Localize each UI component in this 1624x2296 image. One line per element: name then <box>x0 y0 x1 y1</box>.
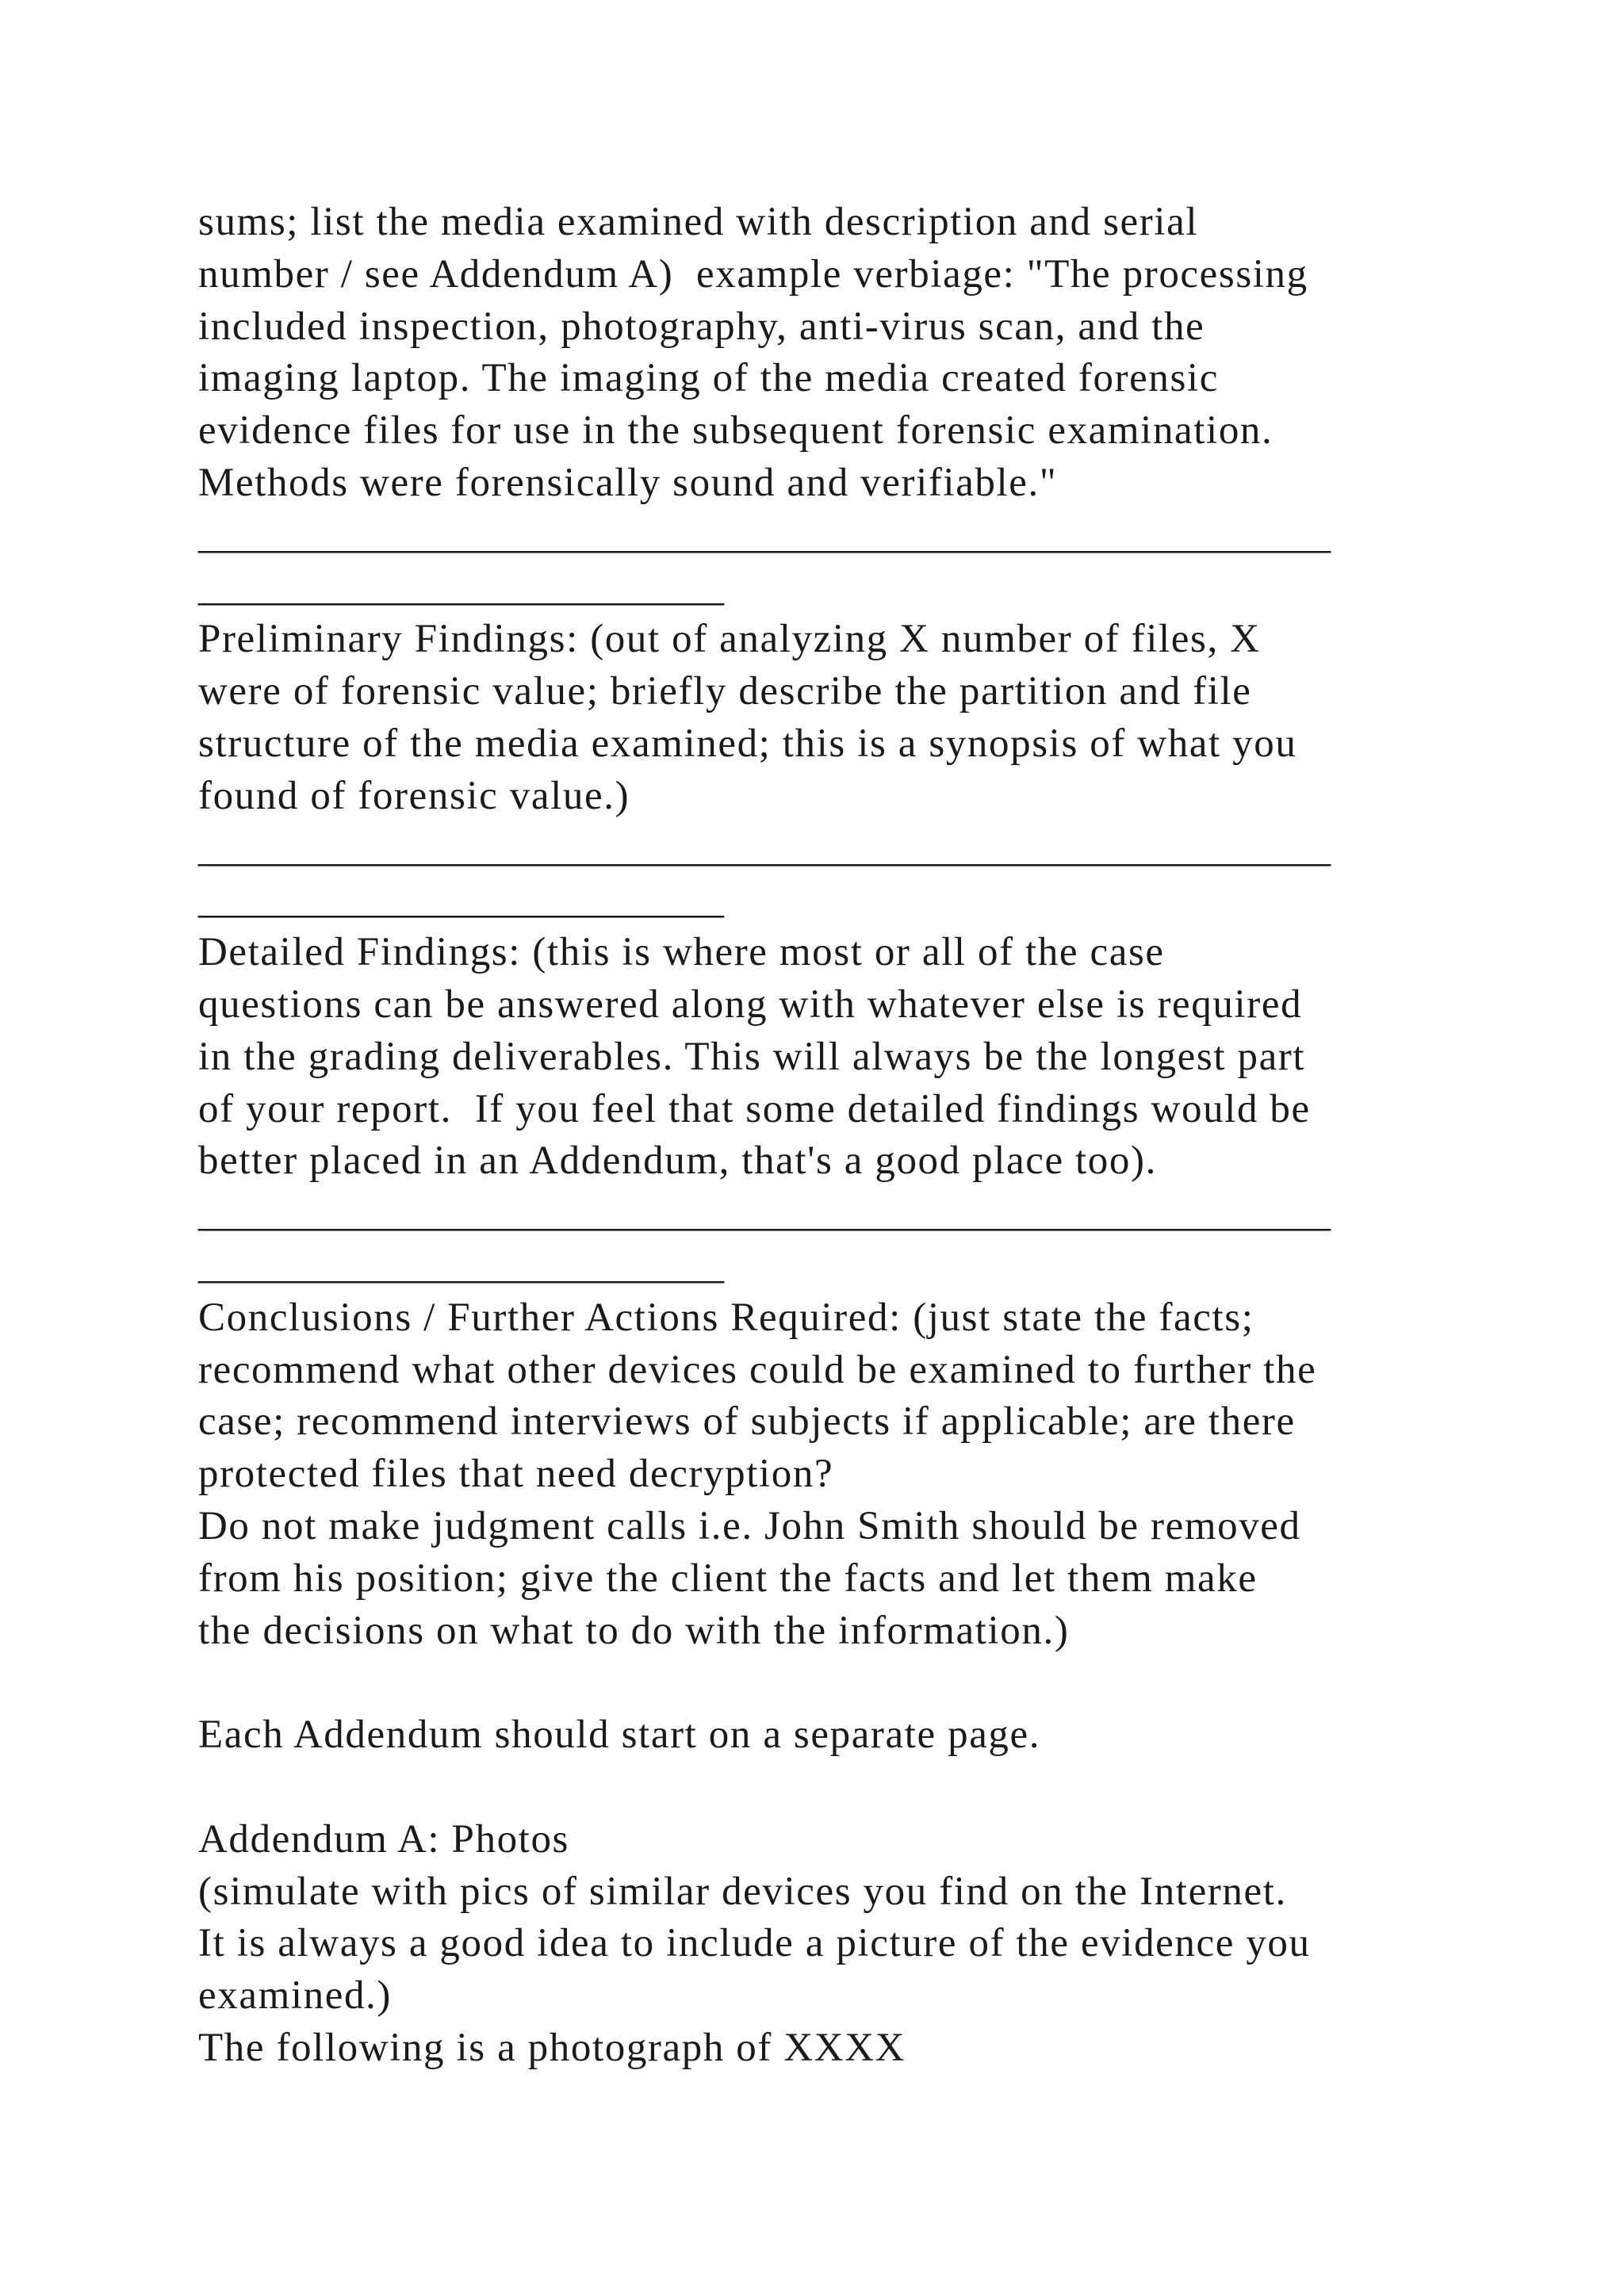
separator-rule: ________________________________________________________ <box>198 1191 1331 1236</box>
text-line: of your report. If you feel that some detailed findings would be <box>198 1086 1311 1131</box>
separator-rule: __________________________ <box>198 878 724 923</box>
text-line: case; recommend interviews of subjects if applicable; are there <box>198 1399 1296 1445</box>
text-line: It is always a good idea to include a picture of the evidence you <box>198 1921 1311 1966</box>
text-line: (simulate with pics of similar devices you find on the Internet. <box>198 1869 1287 1914</box>
separator-rule: ________________________________________________________ <box>198 512 1331 557</box>
separator-rule: __________________________ <box>198 1242 724 1288</box>
text-line: were of forensic value; briefly describe the partition and file <box>198 669 1252 714</box>
text-line: Do not make judgment calls i.e. John Smith should be removed <box>198 1503 1301 1548</box>
blank-line <box>198 1657 1467 1709</box>
text-line: Methods were forensically sound and verifiable." <box>198 460 1058 505</box>
text-line: the decisions on what to do with the information.) <box>198 1608 1070 1653</box>
text-line: The following is a photograph of XXXX <box>198 2025 906 2070</box>
text-line: included inspection, photography, anti-virus scan, and the <box>198 304 1205 349</box>
document-body <box>198 197 1467 2075</box>
text-line: from his position; give the client the facts and let them make <box>198 1556 1258 1601</box>
section-heading-conclusions: Conclusions / Further Actions Required: (just state the facts; <box>198 1295 1254 1340</box>
section-heading-preliminary-findings: Preliminary Findings: (out of analyzing X number of files, X <box>198 617 1261 662</box>
separator-rule: ________________________________________________________ <box>198 825 1331 871</box>
text-line: structure of the media examined; this is a synopsis of what you <box>198 721 1297 766</box>
section-heading-addendum-a: Addendum A: Photos <box>198 1816 570 1862</box>
text-line: questions can be answered along with whatever else is required <box>198 982 1303 1027</box>
separator-rule: __________________________ <box>198 564 724 610</box>
text-line: evidence files for use in the subsequent forensic examination. <box>198 408 1274 453</box>
text-line: sums; list the media examined with description and serial <box>198 200 1199 244</box>
text-line: examined.) <box>198 1973 392 2019</box>
section-heading-detailed-findings: Detailed Findings: (this is where most or all of the case <box>198 930 1165 975</box>
text-line: better placed in an Addendum, that's a good place too). <box>198 1138 1157 1184</box>
text-line: in the grading deliverables. This will always be the longest part <box>198 1034 1306 1079</box>
blank-line <box>198 1762 1467 1814</box>
text-line: Each Addendum should start on a separate page. <box>198 1712 1041 1758</box>
text-line: found of forensic value.) <box>198 773 630 818</box>
text-line: protected files that need decryption? <box>198 1452 834 1497</box>
text-line: number / see Addendum A) example verbiage: "The processing <box>198 251 1308 297</box>
text-line: recommend what other devices could be examined to further the <box>198 1347 1317 1392</box>
text-line: imaging laptop. The imaging of the media created forensic <box>198 356 1219 401</box>
